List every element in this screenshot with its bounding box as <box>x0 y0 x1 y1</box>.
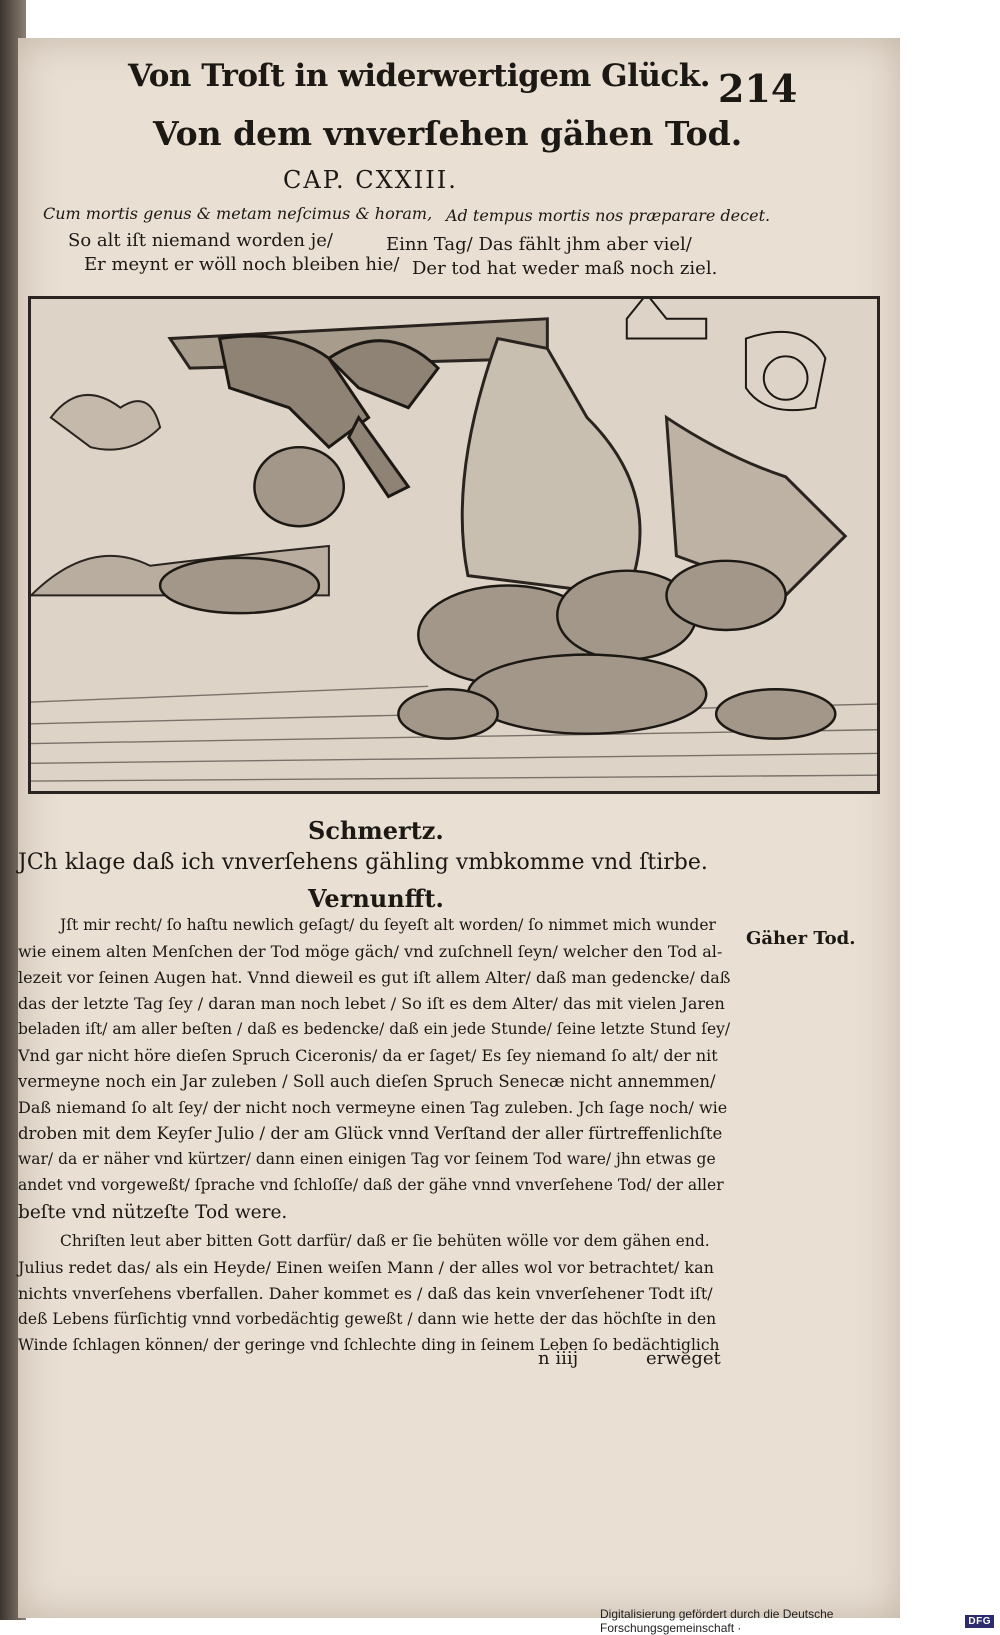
body-line: das der letzte Tag ſey / daran man noch lebet / So iſt es dem Alter/ das mit vielen Jaren <box>18 994 725 1013</box>
footer-text: Digitalisierung gefördert durch die Deutsche Forschungsgemeinschaft · <box>600 1607 834 1635</box>
body-line: war/ da er näher vnd kürtzer/ dann einen einigen Tag vor ſeinem Tod ware/ jhn etwas ge <box>18 1150 716 1168</box>
body-line: Vnd gar nicht höre dieſen Spruch Ciceronis/ da er ſaget/ Es ſey niemand ſo alt/ der nit <box>18 1046 718 1065</box>
woodcut-drawing <box>31 299 877 791</box>
body-line: nichts vnverſehens vberfallen. Daher kommet es / daß das kein vnverſehener Todt iſt/ <box>18 1284 713 1303</box>
chapter-number: CAP. CXXIII. <box>283 166 458 194</box>
verse-right-1: Einn Tag/ Das fählt jhm aber viel/ <box>386 234 692 255</box>
body-line: Chriſten leut aber bitten Gott darfür/ daß er ſie behüten wölle vor dem gähen end. <box>60 1232 710 1250</box>
body-line: lezeit vor ſeinen Augen hat. Vnnd dieweil es gut iſt allem Alter/ daß man gedencke/ daß <box>18 968 731 987</box>
body-line: Jſt mir recht/ ſo haſtu newlich geſagt/ du ſeyeſt alt worden/ ſo nimmet mich wunder <box>60 916 716 934</box>
body-line: Julius redet das/ als ein Heyde/ Einen weiſen Mann / der alles wol vor betrachtet/ kan <box>18 1258 714 1277</box>
body-line: Winde ſchlagen können/ der geringe vnd ſchlechte ding in ſeinem Leben ſo bedächtiglich <box>18 1336 720 1354</box>
catchword: erweget <box>646 1348 721 1369</box>
body-line: vermeyne noch ein Jar zuleben / Soll auch dieſen Spruch Senecæ nicht annemmen/ <box>18 1072 716 1091</box>
woodcut-illustration <box>28 296 880 794</box>
page-number: 214 <box>718 66 798 111</box>
signature-mark: n iiij <box>538 1348 579 1369</box>
body-line: droben mit dem Keyſer Julio / der am Glück vnnd Verſtand der aller fürtreffenlichſte <box>18 1124 723 1143</box>
chapter-title: Von dem vnverſehen gähen Tod. <box>153 114 743 153</box>
verse-right-2: Der tod hat weder maß noch ziel. <box>412 258 718 279</box>
running-title: Von Troſt in widerwertigem Glück. <box>128 58 711 94</box>
body-line: beſte vnd nützeſte Tod were. <box>18 1202 288 1223</box>
complaint-line: JCh klage daß ich vnverſehens gähling vmbkomme vnd ſtirbe. <box>18 850 708 875</box>
body-line: andet vnd vorgeweßt/ ſprache vnd ſchloſſe/ daß der gähe vnnd vnverſehene Tod/ der aller <box>18 1176 724 1194</box>
digitization-footer <box>600 1607 1000 1635</box>
dfg-logo: DFG <box>965 1615 994 1628</box>
verse-left-2: Er meynt er wöll noch bleiben hie/ <box>84 254 400 275</box>
speaker-schmertz: Schmertz. <box>308 816 444 845</box>
body-line: beladen iſt/ am aller beſten / daß es bedencke/ daß ein jede Stunde/ ſeine letzte Stund ſey/ <box>18 1020 731 1038</box>
margin-note: Gäher Tod. <box>746 928 856 949</box>
book-page <box>18 38 900 1618</box>
body-line: deß Lebens fürſichtig vnnd vorbedächtig geweßt / dann wie hette der das höchſte in den <box>18 1310 717 1328</box>
body-line: wie einem alten Menſchen der Tod möge gäch/ vnd zuſchnell ſeyn/ welcher den Tod al- <box>18 942 723 961</box>
verse-left-1: So alt iſt niemand worden je/ <box>68 230 333 251</box>
body-text <box>18 918 730 1398</box>
latin-motto-right: Ad tempus mortis nos præparare decet. <box>446 206 771 225</box>
latin-motto-left: Cum mortis genus & metam neſcimus & horam, <box>43 204 433 223</box>
speaker-vernunfft: Vernunfft. <box>308 884 444 913</box>
body-line: Daß niemand ſo alt ſey/ der nicht noch vermeyne einen Tag zuleben. Jch ſage noch/ wie <box>18 1098 728 1117</box>
